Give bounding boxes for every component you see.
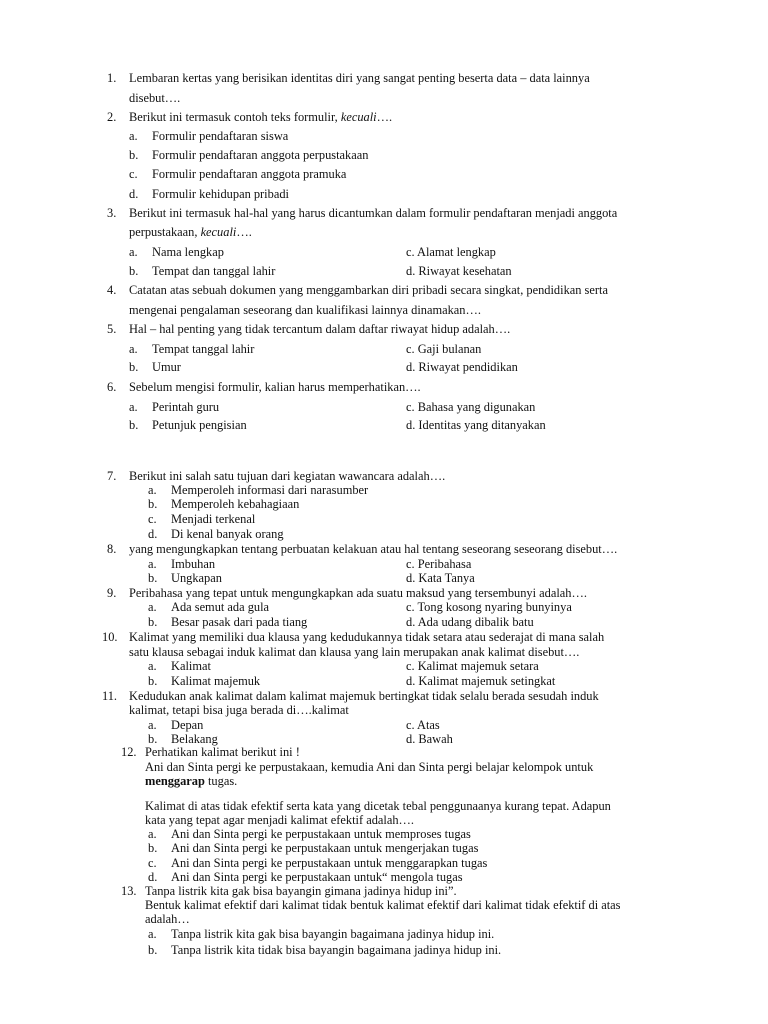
q12-option-text: Ani dan Sinta pergi ke perpustakaan untuk menggarapkan tugas xyxy=(171,856,488,870)
q13-text: Tanpa listrik kita gak bisa bayangin gimana jadinya hidup ini”. xyxy=(145,884,457,898)
q11-option-text: Depan xyxy=(171,718,204,732)
q10-option-letter: a. xyxy=(148,659,157,673)
q1-number: 1. xyxy=(107,71,117,85)
q12-passage-line1: Ani dan Sinta pergi ke perpustakaan, kemudia Ani dan Sinta pergi belajar kelompok untuk xyxy=(145,760,594,774)
q7-option-text: Menjadi terkenal xyxy=(171,512,256,526)
q7-option-text: Memperoleh informasi dari narasumber xyxy=(171,483,369,497)
q7-option-letter: d. xyxy=(148,527,158,541)
q11-option-right: c. Atas xyxy=(406,718,440,732)
q7-option-letter: a. xyxy=(148,483,157,497)
q9-option-text: Ada semut ada gula xyxy=(171,600,270,614)
q10-option-letter: b. xyxy=(148,674,158,688)
q12-text: Perhatikan kalimat berikut ini ! xyxy=(145,745,300,759)
q5-option-letter: a. xyxy=(129,342,138,356)
q7-option-text: Di kenal banyak orang xyxy=(171,527,284,541)
q3-text-end: …. xyxy=(236,225,252,239)
q3-option-right: c. Alamat lengkap xyxy=(406,245,496,259)
q1-text-line1: Lembaran kertas yang berisikan identitas diri yang sangat penting beserta data – data lainnya xyxy=(129,71,590,85)
q9-option-right: d. Ada udang dibalik batu xyxy=(406,615,534,629)
q2-option-text: Formulir kehidupan pribadi xyxy=(152,187,289,201)
q12-instruction-line1: Kalimat di atas tidak efektif serta kata yang dicetak tebal penggunaanya kurang tepat. Adapun xyxy=(145,799,611,813)
q11-text-line1: Kedudukan anak kalimat dalam kalimat majemuk bertingkat tidak selalu berada sesudah induk xyxy=(129,689,599,703)
q7-number: 7. xyxy=(107,469,117,483)
q11-option-letter: b. xyxy=(148,732,158,746)
q11-option-text: Belakang xyxy=(171,732,218,746)
q9-text: Peribahasa yang tepat untuk mengungkapkan ada suatu maksud yang tersembunyi adalah…. xyxy=(129,586,587,600)
q12-option-letter: a. xyxy=(148,827,157,841)
q2-option-letter: b. xyxy=(129,148,139,162)
q2-text xyxy=(129,110,392,124)
q12-passage-rest: tugas. xyxy=(204,774,238,788)
q11-number: 11. xyxy=(102,689,118,703)
q5-option-text: Tempat tanggal lahir xyxy=(152,342,255,356)
q3-text-line2 xyxy=(129,225,252,239)
q13-option-text: Tanpa listrik kita tidak bisa bayangin bagaimana jadinya hidup ini. xyxy=(171,943,502,957)
q12-instruction-line2: kata yang tepat agar menjadi kalimat efektif adalah…. xyxy=(145,813,415,827)
q3-option-text: Nama lengkap xyxy=(152,245,224,259)
q7-text: Berikut ini salah satu tujuan dari kegiatan wawancara adalah…. xyxy=(129,469,446,483)
q3-text-main: perpustakaan, xyxy=(129,225,201,239)
q12-option-text: Ani dan Sinta pergi ke perpustakaan untuk memproses tugas xyxy=(171,827,471,841)
q2-number: 2. xyxy=(107,110,117,124)
q12-option-text: Ani dan Sinta pergi ke perpustakaan untuk mengerjakan tugas xyxy=(171,841,479,855)
q8-text: yang mengungkapkan tentang perbuatan kelakuan atau hal tentang seseorang seseorang disebut…. xyxy=(129,542,618,556)
q5-option-right: d. Riwayat pendidikan xyxy=(406,360,518,374)
q10-text-line2: satu klausa sebagai induk kalimat dan klausa yang lain merupakan anak kalimat disebut…. xyxy=(129,645,580,659)
q3-text-emph: kecuali xyxy=(200,225,237,239)
q12-option-letter: d. xyxy=(148,870,158,884)
q10-text-line1: Kalimat yang memiliki dua klausa yang kedudukannya tidak setara atau sederajat di mana salah xyxy=(129,630,605,644)
q6-number: 6. xyxy=(107,380,117,394)
q12-option-letter: b. xyxy=(148,841,158,855)
q2-option-letter: c. xyxy=(129,167,138,181)
q2-text-main: Berikut ini termasuk contoh teks formulir, xyxy=(129,110,341,124)
q12-option-letter: c. xyxy=(148,856,157,870)
q9-option-right: c. Tong kosong nyaring bunyinya xyxy=(406,600,572,614)
q9-option-letter: b. xyxy=(148,615,158,629)
q2-option-letter: d. xyxy=(129,187,139,201)
q2-option-text: Formulir pendaftaran siswa xyxy=(152,129,289,143)
q12-bold-word: menggarap xyxy=(145,774,205,788)
q4-text-line2: mengenai pengalaman seseorang dan kualifikasi lainnya dinamakan…. xyxy=(129,303,481,317)
q7-option-letter: c. xyxy=(148,512,157,526)
q2-option-text: Formulir pendaftaran anggota pramuka xyxy=(152,167,347,181)
q11-option-right: d. Bawah xyxy=(406,732,453,746)
q6-text: Sebelum mengisi formulir, kalian harus memperhatikan…. xyxy=(129,380,421,394)
q2-option-letter: a. xyxy=(129,129,138,143)
q5-text: Hal – hal penting yang tidak tercantum dalam daftar riwayat hidup adalah…. xyxy=(129,322,511,336)
q12-number: 12. xyxy=(121,745,137,759)
q13-option-text: Tanpa listrik kita gak bisa bayangin bagaimana jadinya hidup ini. xyxy=(171,927,495,941)
q11-option-letter: a. xyxy=(148,718,157,732)
q8-number: 8. xyxy=(107,542,117,556)
q7-option-letter: b. xyxy=(148,497,158,511)
q6-option-letter: b. xyxy=(129,418,139,432)
q3-option-right: d. Riwayat kesehatan xyxy=(406,264,512,278)
q3-option-text: Tempat dan tanggal lahir xyxy=(152,264,276,278)
q3-option-letter: b. xyxy=(129,264,139,278)
q8-option-right: c. Peribahasa xyxy=(406,557,472,571)
q10-option-text: Kalimat xyxy=(171,659,211,673)
q13-option-letter: b. xyxy=(148,943,158,957)
q4-number: 4. xyxy=(107,283,117,297)
q8-option-right: d. Kata Tanya xyxy=(406,571,475,585)
q4-text-line1: Catatan atas sebuah dokumen yang menggambarkan diri pribadi secara singkat, pendidikan serta xyxy=(129,283,608,297)
q6-option-right: c. Bahasa yang digunakan xyxy=(406,400,536,414)
q2-text-emph: kecuali xyxy=(340,110,377,124)
q9-option-text: Besar pasak dari pada tiang xyxy=(171,615,308,629)
q6-option-text: Petunjuk pengisian xyxy=(152,418,247,432)
q6-option-text: Perintah guru xyxy=(152,400,220,414)
q6-option-right: d. Identitas yang ditanyakan xyxy=(406,418,546,432)
q2-text-end: …. xyxy=(376,110,393,124)
q7-option-text: Memperoleh kebahagiaan xyxy=(171,497,300,511)
q3-number: 3. xyxy=(107,206,117,220)
q5-option-letter: b. xyxy=(129,360,139,374)
q13-option-letter: a. xyxy=(148,927,157,941)
q13-instruction-line2: adalah… xyxy=(145,912,190,926)
q11-text-line2: kalimat, tetapi bisa juga berada di….kalimat xyxy=(129,703,349,717)
q9-option-letter: a. xyxy=(148,600,157,614)
q10-option-text: Kalimat majemuk xyxy=(171,674,261,688)
q10-option-right: c. Kalimat majemuk setara xyxy=(406,659,539,673)
q8-option-letter: b. xyxy=(148,571,158,585)
q5-option-text: Umur xyxy=(152,360,181,374)
q5-number: 5. xyxy=(107,322,117,336)
q8-option-letter: a. xyxy=(148,557,157,571)
q10-number: 10. xyxy=(102,630,118,644)
q8-option-text: Ungkapan xyxy=(171,571,222,585)
q12-option-text: Ani dan Sinta pergi ke perpustakaan untuk“ mengola tugas xyxy=(171,870,463,884)
q10-option-right: d. Kalimat majemuk setingkat xyxy=(406,674,556,688)
q3-text-line1: Berikut ini termasuk hal-hal yang harus dicantumkan dalam formulir pendaftaran menjadi anggota xyxy=(129,206,618,220)
q13-number: 13. xyxy=(121,884,137,898)
q2-option-text: Formulir pendaftaran anggota perpustakaan xyxy=(152,148,369,162)
q12-passage-line2 xyxy=(145,774,237,788)
q1-text-line2: disebut…. xyxy=(129,91,181,105)
q8-option-text: Imbuhan xyxy=(171,557,216,571)
q3-option-letter: a. xyxy=(129,245,138,259)
q5-option-right: c. Gaji bulanan xyxy=(406,342,482,356)
q13-instruction-line1: Bentuk kalimat efektif dari kalimat tidak bentuk kalimat efektif dari kalimat tidak efektif di atas xyxy=(145,898,621,912)
q6-option-letter: a. xyxy=(129,400,138,414)
q9-number: 9. xyxy=(107,586,117,600)
